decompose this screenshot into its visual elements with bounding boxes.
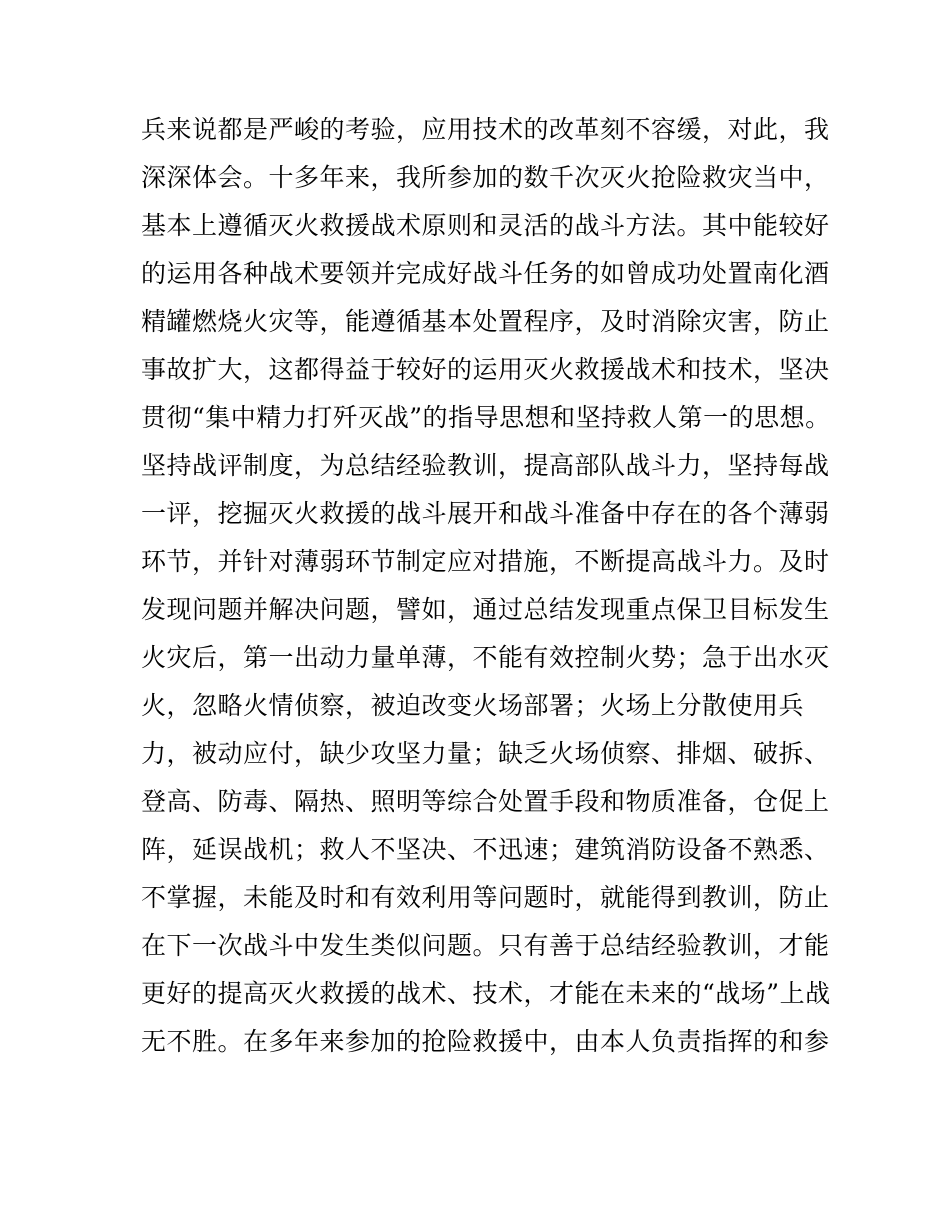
text-line: 精罐燃烧火灾等，能遵循基本处置程序，及时消除灾害，防止 bbox=[141, 307, 830, 336]
text-line: 贯彻“集中精力打歼灭战”的指导思想和坚持救人第一的思想。 bbox=[141, 403, 831, 432]
text-line: 无不胜。在多年来参加的抢险救援中，由本人负责指挥的和参 bbox=[141, 1027, 830, 1056]
text-line: 登高、防毒、隔热、照明等综合处置手段和物质准备，仓促上 bbox=[141, 787, 830, 816]
text-line: 力，被动应付，缺少攻坚力量；缺乏火场侦察、排烟、破拆、 bbox=[141, 739, 830, 768]
text-line: 基本上遵循灭火救援战术原则和灵活的战斗方法。其中能较好 bbox=[141, 211, 830, 240]
text-line: 阵，延误战机；救人不坚决、不迅速；建筑消防设备不熟悉、 bbox=[141, 835, 830, 864]
text-line: 火，忽略火情侦察，被迫改变火场部署；火场上分散使用兵 bbox=[141, 691, 805, 720]
text-line: 的运用各种战术要领并完成好战斗任务的如曾成功处置南化酒 bbox=[141, 259, 830, 288]
text-line: 深深体会。十多年来，我所参加的数千次灭火抢险救灾当中， bbox=[141, 163, 830, 192]
body-text bbox=[141, 106, 831, 1066]
text-line: 一评，挖掘灭火救援的战斗展开和战斗准备中存在的各个薄弱 bbox=[141, 499, 830, 528]
text-line: 火灾后，第一出动力量单薄，不能有效控制火势；急于出水灭 bbox=[141, 643, 830, 672]
text-line: 事故扩大，这都得益于较好的运用灭火救援战术和技术，坚决 bbox=[141, 355, 830, 384]
text-line: 兵来说都是严峻的考验，应用技术的改革刻不容缓，对此，我 bbox=[141, 115, 830, 144]
text-line: 发现问题并解决问题，譬如，通过总结发现重点保卫目标发生 bbox=[141, 595, 830, 624]
text-line: 不掌握，未能及时和有效利用等问题时，就能得到教训，防止 bbox=[141, 883, 830, 912]
text-line: 在下一次战斗中发生类似问题。只有善于总结经验教训，才能 bbox=[141, 931, 830, 960]
text-line: 更好的提高灭火救援的战术、技术，才能在未来的“战场”上战 bbox=[141, 979, 831, 1008]
text-line: 坚持战评制度，为总结经验教训，提高部队战斗力，坚持每战 bbox=[141, 451, 830, 480]
text-line: 环节，并针对薄弱环节制定应对措施，不断提高战斗力。及时 bbox=[141, 547, 830, 576]
